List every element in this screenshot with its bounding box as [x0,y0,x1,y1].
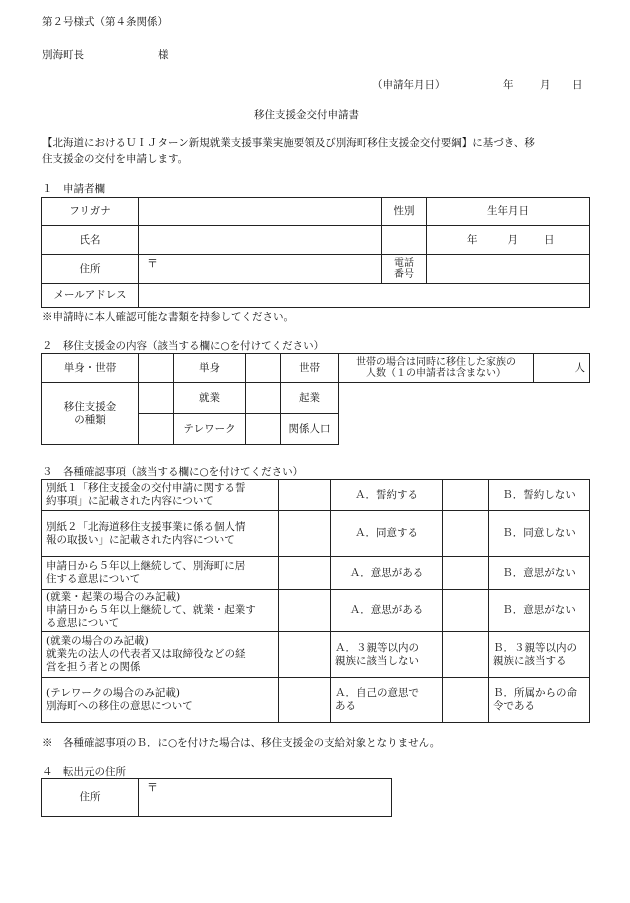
option-b-label-line: 親族に該当する [493,654,567,667]
option-a-label-line: ある [335,700,356,712]
telework-label: テレワーク [174,414,246,445]
option-b-label [489,557,590,590]
confirmation-question-line: る意思について [46,617,120,629]
confirmation-question [42,557,279,590]
option-a-mark-cell[interactable] [279,590,331,632]
previous-address-table [41,778,392,817]
confirmation-question [42,590,279,632]
single-mark-cell[interactable] [139,354,174,383]
option-b-mark-cell[interactable] [443,480,489,511]
confirmation-row [42,511,590,557]
household-mark-cell[interactable] [246,354,281,383]
option-b-mark-cell[interactable] [443,557,489,590]
option-a-mark-cell[interactable] [279,557,331,590]
name-label: 氏名 [42,226,139,255]
address-field[interactable] [139,255,382,284]
option-a-label [331,557,443,590]
option-b-label-line: Ｂ．意思がない [502,604,576,616]
previous-postal-mark: 〒 [147,781,158,794]
confirmation-question-line: 約事項」に記載された内容について [46,495,214,507]
application-year-label: 年 [503,79,514,91]
confirmation-question-line: 別海町への移住の意思について [46,700,193,712]
section4-heading: ４ 転出元の住所 [42,766,126,778]
confirmation-question-line: 住する意思について [46,573,141,585]
option-b-label [489,480,590,511]
applicant-table [41,197,590,308]
telework-mark-cell[interactable] [139,414,174,445]
confirmation-row [42,632,590,678]
confirmation-question-line: (就業・起業の場合のみ記載) [46,591,181,603]
birthdate-label: 生年月日 [427,198,590,226]
option-b-mark-cell[interactable] [443,511,489,557]
single-or-household-label: 単身・世帯 [42,354,139,383]
single-label: 単身 [174,354,246,383]
support-type-label-line1: 移住支援金 [63,400,117,413]
household-note-line2: 人数（１の申請者は含まない） [366,368,506,379]
confirmation-question-line: 申請日から５年以上継続して、就業・起業す [46,604,256,616]
option-b-label-line: Ｂ．３親等以内の [493,641,577,654]
option-b-label [489,590,590,632]
option-b-label-line: Ｂ．誓約しない [502,488,576,501]
page-title: 移住支援金交付申請書 [254,109,359,121]
option-a-label [331,511,443,557]
option-a-mark-cell[interactable] [279,480,331,511]
section1-note: ※申請時に本人確認可能な書類を持参してください。 [42,311,294,323]
previous-address-label: 住所 [42,779,139,817]
phone-label-line1: 電話 [394,258,414,269]
addressee: 別海町長 [42,49,84,61]
intro-line-1: 【北海道におけるＵＩＪターン新規就業支援事業実施要領及び別海町移住支援金交付要綱】に基づき、移 [42,137,535,149]
application-day-label: 日 [572,79,583,91]
confirmation-question [42,511,279,557]
option-b-label-line: 令である [493,700,535,712]
confirmation-question-line: 就業先の法人の代表者又は取締役などの経 [46,648,246,660]
section3-heading: ３ 各種確認事項（該当する欄に○を付けてください） [42,466,304,478]
option-a-label-line: Ａ．誓約する [355,488,418,501]
startup-mark-cell[interactable] [246,383,281,414]
confirmation-question [42,480,279,511]
option-b-label [489,632,590,678]
section1-heading: １ 申請者欄 [42,183,105,195]
email-field[interactable] [139,284,590,308]
name-field[interactable] [139,226,382,255]
option-a-label [331,678,443,723]
furigana-label: フリガナ [42,198,139,226]
gender-field[interactable] [382,226,427,255]
option-b-label-line: Ｂ．同意しない [502,527,576,539]
option-a-mark-cell[interactable] [279,678,331,723]
confirmation-row [42,590,590,632]
startup-label: 起業 [281,383,339,414]
option-b-label [489,511,590,557]
persons-unit: 人 [574,361,585,374]
household-note [339,354,534,383]
section3-note: ※ 各種確認事項のＢ．に○を付けた場合は、移住支援金の支給対象となりません。 [42,737,441,749]
confirmation-question [42,678,279,723]
option-a-label-line: Ａ．自己の意思で [335,687,419,699]
option-a-label-line: Ａ．３親等以内の [335,641,419,654]
option-b-label-line: Ｂ．意思がない [502,566,576,579]
furigana-field[interactable] [139,198,382,226]
option-a-label [331,480,443,511]
section2-heading: ２ 移住支援金の内容（該当する欄に○を付けてください） [42,340,325,352]
email-label: メールアドレス [42,284,139,308]
option-b-label [489,678,590,723]
support-type-label [42,383,139,445]
option-b-label-line: Ｂ．所属からの命 [493,687,577,699]
related-population-mark-cell[interactable] [246,414,281,445]
option-a-mark-cell[interactable] [279,511,331,557]
birth-month-label: 月 [507,233,518,246]
option-a-label [331,590,443,632]
employment-label: 就業 [174,383,246,414]
support-content-table [41,353,339,445]
confirmation-question-line: 申請日から５年以上継続して、別海町に居 [46,560,246,572]
application-month-label: 月 [540,79,551,91]
confirmation-question-line: (テレワークの場合のみ記載) [46,687,180,699]
option-b-mark-cell[interactable] [443,590,489,632]
confirmation-question-line: 別紙２「北海道移住支援事業に係る個人情 [46,520,246,533]
option-a-label-line: Ａ．意思がある [349,604,424,616]
confirmation-row [42,557,590,590]
gender-label: 性別 [382,198,427,226]
phone-label-line2: 番号 [394,269,414,280]
option-b-mark-cell[interactable] [443,678,489,723]
related-population-label: 関係人口 [281,414,339,445]
phone-field[interactable] [427,255,590,284]
phone-label [382,255,427,284]
application-date-label: （申請年月日） [372,79,446,91]
household-count-table [338,353,590,383]
previous-address-field[interactable] [139,779,392,817]
option-a-mark-cell[interactable] [279,632,331,678]
form-number: 第２号様式（第４条関係） [42,16,168,28]
option-a-label-line: 親族に該当しない [335,654,419,667]
confirmation-question-line: 報の取扱い」に記載された内容について [46,533,235,546]
confirmation-question-line: 営を担う者との関係 [46,661,141,673]
birth-day-label: 日 [544,233,555,246]
confirmation-question-line: (就業の場合のみ記載) [46,635,149,647]
support-type-label-line2: の種類 [74,413,106,426]
option-b-mark-cell[interactable] [443,632,489,678]
confirmation-question [42,632,279,678]
intro-line-2: 住支援金の交付を申請します。 [42,153,189,165]
birth-year-label: 年 [467,233,478,246]
confirmation-row [42,678,590,723]
option-a-label [331,632,443,678]
birthdate-field[interactable] [427,226,590,255]
addressee-honorific: 様 [158,49,169,61]
option-a-label-line: Ａ．同意する [355,527,418,539]
confirmation-table [41,479,590,723]
confirmation-question-line: 別紙１「移住支援金の交付申請に関する誓 [46,482,246,494]
employment-mark-cell[interactable] [139,383,174,414]
address-label: 住所 [42,255,139,284]
household-note-line1: 世帯の場合は同時に移住した家族の [356,357,516,368]
household-count-field[interactable] [534,354,590,383]
option-a-label-line: Ａ．意思がある [349,566,424,579]
household-label: 世帯 [281,354,339,383]
confirmation-row [42,480,590,511]
postal-mark: 〒 [147,257,158,270]
